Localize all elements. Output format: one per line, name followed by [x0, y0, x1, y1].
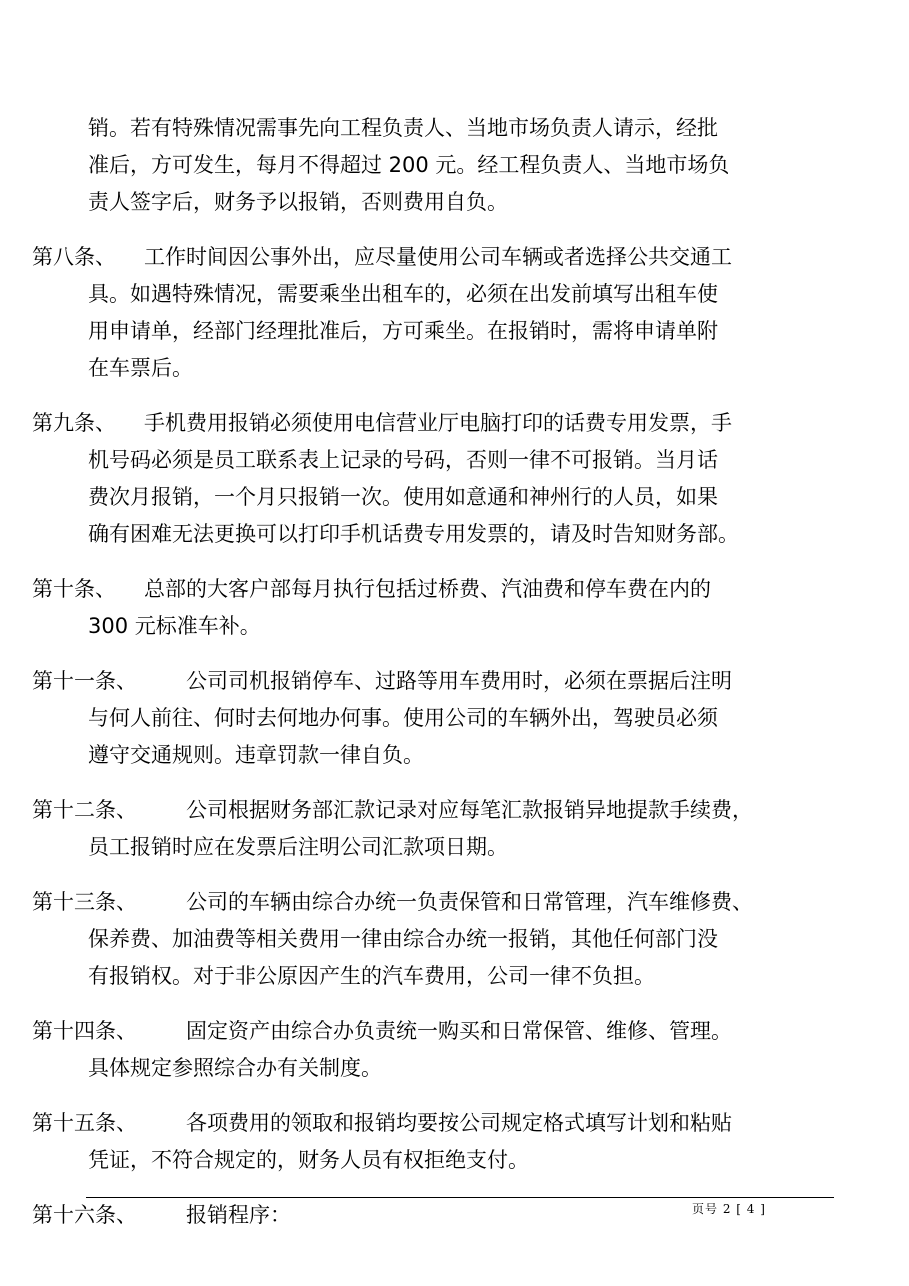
article-16	[0, 1197, 909, 1234]
article-8	[0, 239, 909, 387]
article-13	[0, 884, 909, 995]
paragraph-line: 遵守交通规则。违章罚款一律自负。	[88, 743, 424, 767]
article-number: 第九条、	[32, 411, 116, 435]
footer-divider	[86, 1197, 834, 1198]
document-body	[0, 110, 909, 1252]
article-number: 第十四条、	[32, 1019, 137, 1043]
paragraph-line: 工作时间因公事外出，应尽量使用公司车辆或者选择公共交通工	[144, 245, 732, 269]
paragraph-line: 准后，方可发生，每月不得超过 200 元。经工程负责人、当地市场负	[88, 153, 730, 177]
paragraph-continuation	[0, 110, 909, 221]
article-number: 第八条、	[32, 245, 116, 269]
paragraph-line: 有报销权。对于非公原因产生的汽车费用，公司一律不负担。	[88, 964, 655, 988]
article-11	[0, 663, 909, 774]
paragraph-line: 销。若有特殊情况需事先向工程负责人、当地市场负责人请示，经批	[88, 116, 718, 140]
paragraph-line: 责人签字后，财务予以报销，否则费用自负。	[88, 190, 508, 214]
paragraph-line: 用申请单，经部门经理批准后，方可乘坐。在报销时，需将申请单附	[88, 319, 718, 343]
paragraph-line: 确有困难无法更换可以打印手机话费专用发票的，请及时告知财务部。	[88, 522, 739, 546]
paragraph-line: 费次月报销，一个月只报销一次。使用如意通和神州行的人员，如果	[88, 485, 718, 509]
paragraph-line: 与何人前往、何时去何地办何事。使用公司的车辆外出，驾驶员必须	[88, 706, 718, 730]
paragraph-line: 总部的大客户部每月执行包括过桥费、汽油费和停车费在内的	[144, 577, 711, 601]
paragraph-line: 各项费用的领取和报销均要按公司规定格式填写计划和粘贴	[186, 1111, 732, 1135]
article-number: 第十条、	[32, 577, 116, 601]
article-10	[0, 571, 909, 645]
paragraph-line: 凭证，不符合规定的，财务人员有权拒绝支付。	[88, 1148, 529, 1172]
paragraph-line: 公司的车辆由综合办统一负责保管和日常管理，汽车维修费、	[186, 890, 753, 914]
article-9	[0, 405, 909, 553]
article-14	[0, 1013, 909, 1087]
paragraph-line: 公司司机报销停车、过路等用车费用时，必须在票据后注明	[186, 669, 732, 693]
paragraph-line: 公司根据财务部汇款记录对应每笔汇款报销异地提款手续费，	[186, 798, 753, 822]
paragraph-line: 手机费用报销必须使用电信营业厅电脑打印的话费专用发票，手	[144, 411, 732, 435]
paragraph-line: 固定资产由综合办负责统一购买和日常保管、维修、管理。	[186, 1019, 732, 1043]
article-12	[0, 792, 909, 866]
paragraph-line: 报销程序：	[186, 1203, 291, 1227]
paragraph-line: 在车票后。	[88, 356, 193, 380]
article-number: 第十二条、	[32, 798, 137, 822]
paragraph-line: 员工报销时应在发票后注明公司汇款项日期。	[88, 835, 508, 859]
article-15	[0, 1105, 909, 1179]
article-number: 第十五条、	[32, 1111, 137, 1135]
paragraph-line: 具。如遇特殊情况，需要乘坐出租车的，必须在出发前填写出租车使	[88, 282, 718, 306]
paragraph-line: 保养费、加油费等相关费用一律由综合办统一报销，其他任何部门没	[88, 927, 718, 951]
article-number: 第十一条、	[32, 669, 137, 693]
page-number: 页号 2 [ 4 ]	[692, 1202, 766, 1216]
paragraph-line: 300 元标准车补。	[88, 614, 261, 638]
paragraph-line: 机号码必须是员工联系表上记录的号码，否则一律不可报销。当月话	[88, 448, 718, 472]
article-number: 第十六条、	[32, 1203, 137, 1227]
article-number: 第十三条、	[32, 890, 137, 914]
paragraph-line: 具体规定参照综合办有关制度。	[88, 1056, 382, 1080]
